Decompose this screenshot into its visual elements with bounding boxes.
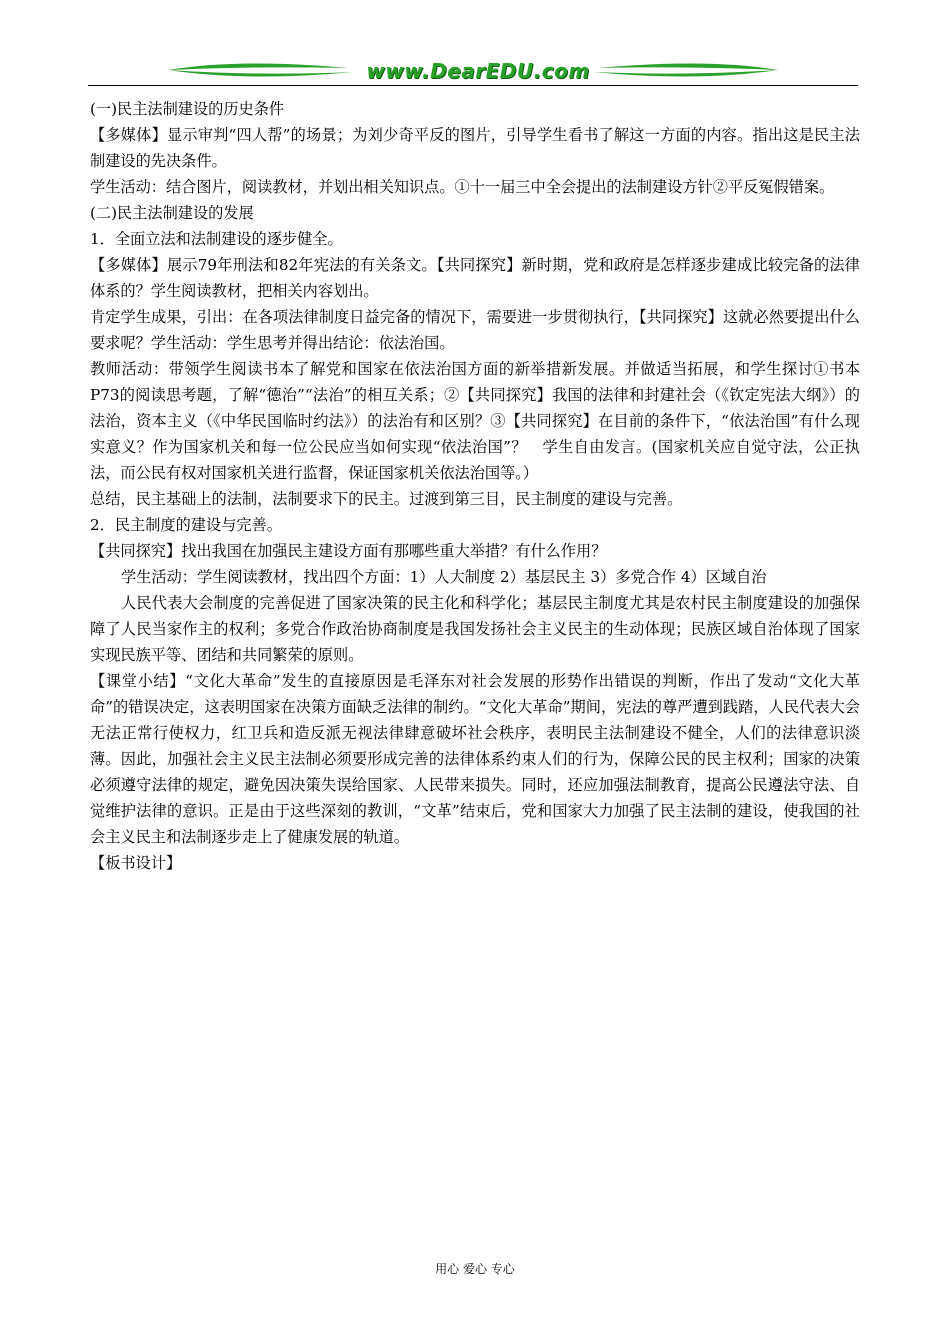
site-logo-text[interactable]: www.DearEDU.com	[366, 59, 590, 83]
section-heading-development: (二)民主法制建设的发展	[90, 204, 254, 222]
paragraph-class-summary: 【课堂小结】“文化大革命”发生的直接原因是毛泽东对社会发展的形势作出错误的判断，作出了发动“文化大革命”的错误决定，这表明国家在决策方面缺乏法律的制约。“文化大革命”期间，宪法的尊严遭到践踏，人民代表大会无法正常行使权力，红卫兵和造反派无视法律肆意破坏社会秩序，表明民主法制建设不健全，人们的法律意识淡薄。因此，加强社会主义民主法制必须要形成完善的法律体系约束人们的行为，保障公民的民主权利；国家的决策必须遵守法律的规定，避免因决策失误给国家、人民带来损失。同时，还应加强法制教育，提高公民遵法守法、自觉维护法律的意识。正是由于这些深刻的教训，“文革”结束后，党和国家大力加强了民主法制的建设，使我国的社会主义民主和法制逐步走上了健康发展的轨道。	[90, 672, 860, 846]
paragraph-student-activity-2: 学生活动：学生阅读教材，找出四个方面：1）人大制度 2）基层民主 3）多党合作 4）区域自治	[121, 568, 767, 586]
paragraph-teacher-activity: 教师活动：带领学生阅读书本了解党和国家在依法治国方面的新举措新发展。并做适当拓展，和学生探讨①书本P73的阅读思考题，了解“德治”“法治”的相互关系；②【共同探究】我国的法律和封建社会（《钦定宪法大纲》）的法治，资本主义（《中华民国临时约法》）的法治有和区别？③【共同探究】在目前的条件下，“依法治国”有什么现实意义？作为国家机关和每一位公民应当如何实现“依法治国”？ 学生自由发言。(国家机关应自觉守法，公正执法，而公民有权对国家机关进行监督，保证国家机关依法治国等。）	[90, 360, 860, 482]
paragraph-npc-system: 人民代表大会制度的完善促进了国家决策的民主化和科学化；基层民主制度尤其是农村民主制度建设的加强保障了人民当家作主的权利；多党合作政治协商制度是我国发扬社会主义民主的生动体现；民族区域自治体现了国家实现民族平等、团结和共同繁荣的原则。	[90, 594, 860, 664]
paragraph-summary-transition: 总结，民主基础上的法制，法制要求下的民主。过渡到第三目，民主制度的建设与完善。	[90, 490, 683, 508]
paragraph-multimedia-2: 【多媒体】展示79年刑法和82年宪法的有关条文。【共同探究】新时期，党和政府是怎样逐步建成比较完备的法律体系的？学生阅读教材，把相关内容划出。	[90, 256, 860, 300]
section-heading-history: (一)民主法制建设的历史条件	[90, 100, 285, 118]
page-header	[88, 56, 858, 90]
paragraph-joint-inquiry: 【共同探究】找出我国在加强民主建设方面有那哪些重大举措？有什么作用？	[90, 542, 607, 560]
paragraph-affirm-results: 肯定学生成果，引出：在各项法律制度日益完备的情况下，需要进一步贯彻执行，【共同探究】这就必然要提出什么要求呢？学生活动：学生思考并得出结论：依法治国。	[90, 308, 860, 352]
paragraph-student-activity-1: 学生活动：结合图片，阅读教材，并划出相关知识点。①十一届三中全会提出的法制建设方针②平反冤假错案。	[90, 178, 835, 196]
paragraph-multimedia-1: 【多媒体】显示审判“四人帮”的场景；为刘少奇平反的图片，引导学生看书了解这一方面的内容。指出这是民主法制建设的先决条件。	[90, 126, 860, 170]
subheading-democratic-system: 2．民主制度的建设与完善。	[90, 516, 282, 534]
page-footer: 用心 爱心 专心	[435, 1262, 515, 1276]
subheading-legislation: 1．全面立法和法制建设的逐步健全。	[90, 230, 343, 248]
header-rule	[88, 85, 858, 86]
document-body	[90, 96, 860, 876]
paragraph-board-design: 【板书设计】	[90, 854, 182, 872]
